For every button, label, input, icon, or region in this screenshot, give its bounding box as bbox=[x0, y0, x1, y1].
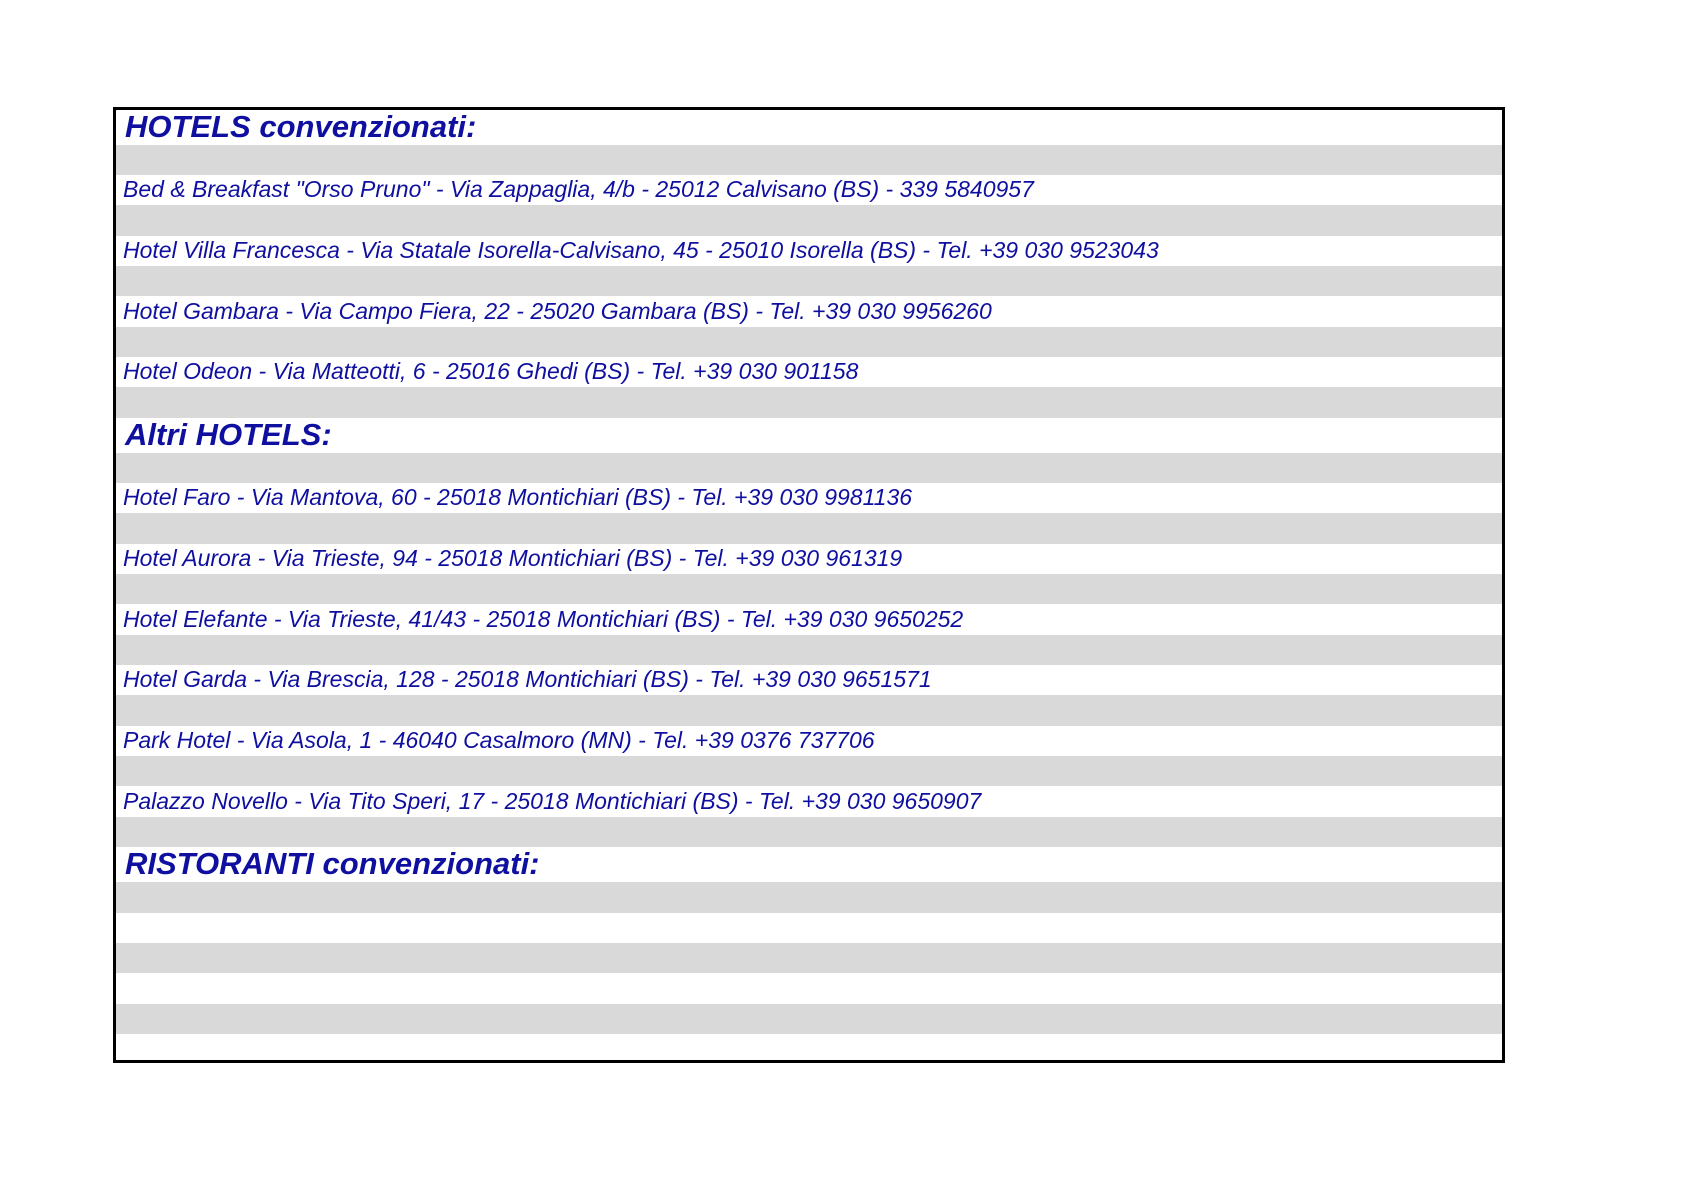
stripe-row bbox=[116, 635, 1502, 665]
section-heading-altri-hotels bbox=[116, 418, 1502, 453]
list-item bbox=[116, 665, 1502, 695]
stripe-row bbox=[116, 817, 1502, 847]
list-item bbox=[116, 236, 1502, 266]
list-item bbox=[116, 604, 1502, 635]
stripe-row bbox=[116, 695, 1502, 726]
hotel-entry-text: Hotel Gambara - Via Campo Fiera, 22 - 25020 Gambara (BS) - Tel. +39 030 9956260 bbox=[123, 298, 992, 324]
section-heading-text: RISTORANTI convenzionati: bbox=[125, 846, 540, 881]
hotel-entry-text: Hotel Faro - Via Mantova, 60 - 25018 Montichiari (BS) - Tel. +39 030 9981136 bbox=[123, 484, 913, 510]
stripe-row bbox=[116, 145, 1502, 175]
stripe-row bbox=[116, 266, 1502, 296]
list-item bbox=[116, 786, 1502, 817]
section-heading-ristoranti-convenzionati bbox=[116, 847, 1502, 882]
hotel-entry-text: Park Hotel - Via Asola, 1 - 46040 Casalmoro (MN) - Tel. +39 0376 737706 bbox=[123, 727, 875, 753]
stripe-row bbox=[116, 513, 1502, 544]
list-item bbox=[116, 726, 1502, 756]
empty-row bbox=[116, 1034, 1502, 1063]
hotel-list-sheet bbox=[113, 107, 1505, 1063]
section-heading-text: Altri HOTELS: bbox=[125, 417, 332, 452]
list-item bbox=[116, 175, 1502, 205]
stripe-row bbox=[116, 205, 1502, 236]
list-item bbox=[116, 544, 1502, 574]
stripe-row bbox=[116, 453, 1502, 483]
stripe-row bbox=[116, 327, 1502, 357]
section-heading-text: HOTELS convenzionati: bbox=[125, 109, 477, 144]
section-heading-hotels-convenzionati bbox=[116, 110, 1502, 145]
hotel-entry-text: Bed & Breakfast "Orso Pruno" - Via Zappaglia, 4/b - 25012 Calvisano (BS) - 339 5840957 bbox=[123, 176, 1034, 202]
hotel-entry-text: Hotel Garda - Via Brescia, 128 - 25018 Montichiari (BS) - Tel. +39 030 9651571 bbox=[123, 666, 932, 692]
hotel-entry-text: Hotel Aurora - Via Trieste, 94 - 25018 Montichiari (BS) - Tel. +39 030 961319 bbox=[123, 545, 903, 571]
empty-row bbox=[116, 913, 1502, 943]
hotel-entry-text: Hotel Odeon - Via Matteotti, 6 - 25016 Ghedi (BS) - Tel. +39 030 901158 bbox=[123, 358, 859, 384]
empty-row bbox=[116, 973, 1502, 1004]
stripe-row bbox=[116, 756, 1502, 786]
stripe-row bbox=[116, 882, 1502, 913]
hotel-entry-text: Hotel Villa Francesca - Via Statale Isorella-Calvisano, 45 - 25010 Isorella (BS) - Tel. +39 030 9523043 bbox=[123, 237, 1159, 263]
list-item bbox=[116, 483, 1502, 513]
hotel-entry-text: Hotel Elefante - Via Trieste, 41/43 - 25018 Montichiari (BS) - Tel. +39 030 9650252 bbox=[123, 606, 964, 632]
stripe-row bbox=[116, 387, 1502, 418]
stripe-row bbox=[116, 943, 1502, 973]
list-item bbox=[116, 357, 1502, 387]
stripe-row bbox=[116, 574, 1502, 604]
list-item bbox=[116, 296, 1502, 327]
stripe-row bbox=[116, 1004, 1502, 1034]
hotel-entry-text: Palazzo Novello - Via Tito Speri, 17 - 25018 Montichiari (BS) - Tel. +39 030 9650907 bbox=[123, 788, 982, 814]
